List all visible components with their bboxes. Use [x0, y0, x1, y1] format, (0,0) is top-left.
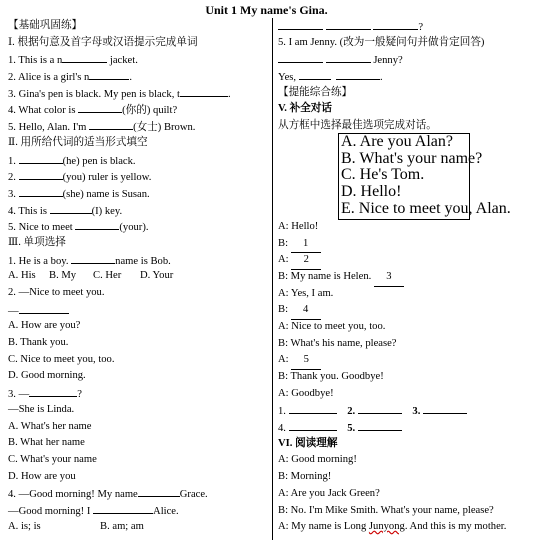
option[interactable]: D. Your: [140, 270, 174, 282]
option[interactable]: C. What's your name: [8, 453, 97, 465]
option[interactable]: B. am; am: [100, 520, 144, 532]
option[interactable]: B. What her name: [8, 437, 85, 449]
exercise-line: 5. I am Jenny. (改为一般疑问句并做肯定回答): [278, 36, 485, 48]
option[interactable]: A. What's her name: [8, 420, 92, 432]
exercise-line: —She is Linda.: [8, 403, 75, 415]
answer-blank[interactable]: [19, 185, 63, 197]
dialogue-line: B: What's his name, please?: [278, 337, 397, 349]
exercise-line: 4. —Good morning! My name Grace.: [8, 485, 270, 502]
dialogue-line: B: 1: [278, 236, 530, 253]
reading-line: B: No. I'm Mike Smith. What's your name, please?: [278, 504, 494, 516]
section-subheading: V. 补全对话: [278, 103, 332, 115]
answer-blank[interactable]: [373, 18, 418, 30]
answer-blank[interactable]: [289, 402, 337, 414]
answer-row: 4. 5.: [278, 419, 530, 436]
answer-blank[interactable]: [278, 18, 323, 30]
option[interactable]: A. His: [8, 270, 36, 282]
exercise-line: —: [8, 302, 270, 319]
right-column: [278, 18, 530, 536]
exercise-line: 3. Gina's pen is black. My pen is black, t .: [8, 85, 270, 102]
dialogue-line: B: 4: [278, 302, 530, 319]
option-row: [8, 268, 270, 285]
option-row: [8, 519, 270, 536]
option[interactable]: C. Her: [93, 270, 122, 282]
exercise-line: Jenny?: [278, 51, 530, 68]
answer-blank[interactable]: [278, 51, 323, 63]
exercise-line: 1. This is a n jacket.: [8, 51, 270, 68]
left-column: [8, 18, 270, 535]
section-subheading: Ⅱ. 用所给代词的适当形式填空: [8, 136, 148, 148]
dialogue-line: B: Thank you. Goodbye!: [278, 371, 384, 382]
answer-row: 1. 2. 3.: [278, 402, 530, 419]
box-option: A. Are you Alan?: [341, 133, 453, 150]
exercise-line: 1. (he) pen is black.: [8, 152, 270, 169]
dialogue-line: A: Yes, I am.: [278, 287, 334, 299]
section-subheading: VI. 阅读理解: [278, 437, 338, 449]
dialogue-line: A: Hello!: [278, 220, 319, 232]
reading-line: A: My name is Long Junyong. And this is my mother.: [278, 521, 507, 533]
answer-blank[interactable]: [299, 68, 331, 80]
answer-slot[interactable]: 1: [291, 236, 321, 254]
exercise-line: 4. What color is (你的) quilt?: [8, 101, 270, 118]
dialogue-line: A: 2: [278, 252, 530, 269]
answer-blank[interactable]: [50, 202, 92, 214]
exercise-line: 1. He is a boy. name is Bob.: [8, 252, 270, 269]
exercise-line: 3. (she) name is Susan.: [8, 185, 270, 202]
reading-line: A: Good morning!: [278, 454, 357, 466]
dialogue-line: A: Nice to meet you, too.: [278, 320, 386, 332]
option[interactable]: B. Thank you.: [8, 337, 69, 349]
dialogue-line: A: 5: [278, 352, 530, 369]
option[interactable]: D. How are you: [8, 470, 76, 482]
column-divider: [272, 18, 273, 540]
instruction: 从方框中选择最佳选项完成对话。: [278, 120, 437, 132]
answer-blank[interactable]: [180, 85, 228, 97]
answer-blank[interactable]: [29, 385, 77, 397]
answer-blank[interactable]: [78, 101, 122, 113]
answer-blank[interactable]: [75, 218, 119, 230]
box-option: B. What's your name?: [341, 149, 483, 167]
answer-slot[interactable]: 5: [291, 352, 321, 370]
answer-blank[interactable]: [89, 118, 133, 130]
answer-blank[interactable]: [336, 68, 380, 80]
answer-blank[interactable]: [62, 51, 107, 63]
answer-blank[interactable]: [71, 252, 115, 264]
answer-blank[interactable]: [19, 168, 63, 180]
option[interactable]: D. Good morning.: [8, 370, 86, 382]
section-heading: 【提能综合练】: [278, 86, 353, 98]
answer-blank[interactable]: [89, 68, 129, 80]
section-subheading: Ⅲ. 单项选择: [8, 236, 66, 248]
answer-blank[interactable]: [93, 502, 153, 514]
exercise-line: 2. Alice is a girl's n .: [8, 68, 270, 85]
answer-blank[interactable]: [19, 302, 69, 314]
exercise-line: 4. This is (I) key.: [8, 202, 270, 219]
answer-blank[interactable]: [358, 402, 402, 414]
option[interactable]: C. Nice to meet you, too.: [8, 353, 115, 365]
answer-blank[interactable]: [326, 18, 371, 30]
section-heading: 【基础巩固练】: [8, 20, 83, 31]
exercise-line: —Good morning! I Alice.: [8, 502, 270, 519]
exercise-line: 3. — ?: [8, 385, 270, 402]
box-option: D. Hello!: [341, 183, 402, 201]
box-option: E. Nice to meet you, Alan.: [341, 199, 511, 217]
dialogue-line: B: My name is Helen. 3: [278, 269, 530, 286]
answer-blank[interactable]: [19, 152, 63, 164]
options-box: [338, 133, 511, 220]
exercise-line: 2. (you) ruler is yellow.: [8, 168, 270, 185]
section-subheading: Ⅰ. 根据句意及首字母或汉语提示完成单词: [8, 36, 198, 48]
exercise-line: 5. Nice to meet (your).: [8, 218, 270, 235]
answer-blank[interactable]: [423, 402, 467, 414]
option[interactable]: B. My: [49, 270, 77, 282]
exercise-line: ?: [278, 18, 530, 35]
answer-blank[interactable]: [358, 419, 402, 431]
reading-line: A: Are you Jack Green?: [278, 487, 380, 499]
option[interactable]: A. is; is: [8, 520, 41, 532]
answer-slot[interactable]: 3: [374, 269, 404, 287]
box-option: C. He's Tom.: [341, 166, 425, 184]
answer-blank[interactable]: [326, 51, 371, 63]
answer-blank[interactable]: [138, 485, 180, 497]
exercise-line: Yes, .: [278, 68, 530, 85]
answer-blank[interactable]: [289, 419, 337, 431]
answer-slot[interactable]: 2: [291, 252, 321, 270]
dialogue-line: A: Goodbye!: [278, 387, 334, 399]
exercise-line: 2. —Nice to meet you.: [8, 287, 105, 298]
option[interactable]: A. How are you?: [8, 320, 81, 332]
exercise-line: 5. Hello, Alan. I'm (女士) Brown.: [8, 118, 270, 135]
page-title: Unit 1 My name's Gina.: [205, 3, 328, 17]
reading-line: B: Morning!: [278, 471, 332, 483]
answer-slot[interactable]: 4: [291, 302, 321, 320]
